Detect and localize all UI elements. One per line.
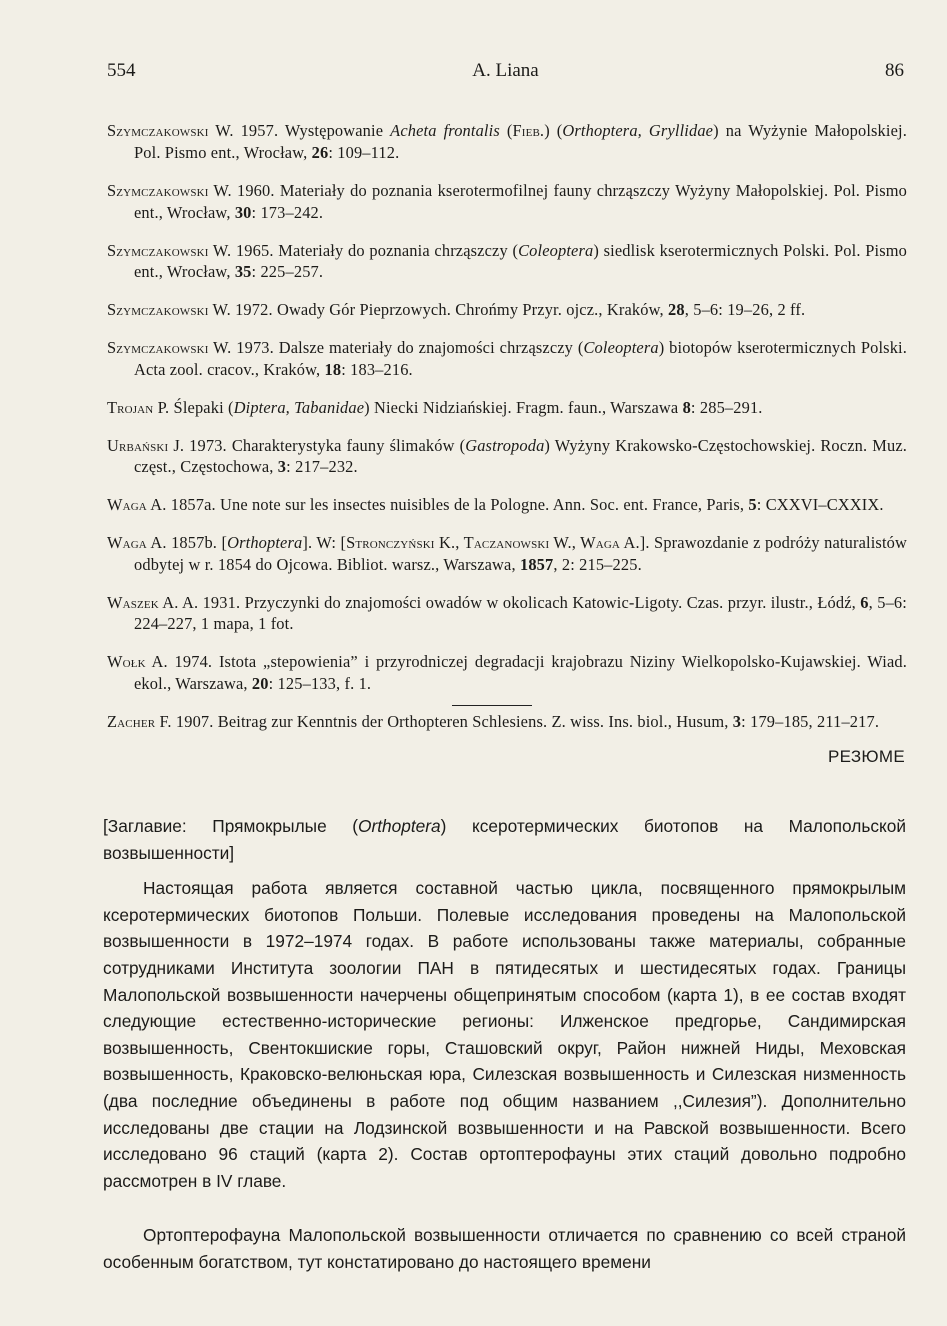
- reference-item: Urbański J. 1973. Charakterystyka fauny ślimaków (Gastropoda) Wyżyny Krakowsko-Częstochowskiej. Roczn. Muz. częst., Częstochowa, 3: 217–232.: [107, 435, 907, 477]
- resume-paragraph-1: Настоящая работа является составной частью цикла, посвященного прямокрылым ксеротермических биотопов Польши. Полевые исследования проведены на Малопольской возвышенности в 1972–1974 годах. В работе использованы также материалы, собранные сотрудниками Института зоологии ПАН в пятидесятых и шестидесятых годах. Границы Малопольской возвышенности начерчены общепринятым способом (карта 1), в ее состав входят следующие естественно-исторические регионы: Илженское предгорье, Сандимирская возвышенность, Свентокшиские горы, Сташовский округ, Район нижней Ниды, Меховская возвышенность, Краковско-велюньская юра, Силезская возвышенность и Силезская низменность (два последние объединены в работе под общим названием ,,Силезия”). Дополнительно исследованы две стации на Лодзинской возвышенности и на Равской возвышенности. Всего исследовано 96 стаций (карта 2). Состав ортоптерофауны этих стаций довольно подробно рассмотрен в IV главе.: [103, 878, 906, 1191]
- reference-item: Wołk A. 1974. Istota „stepowienia” i przyrodniczej degradacji krajobrazu Niziny Wielkopolsko-Kujawskiej. Wiad. ekol., Warszawa, 20: 125–133, f. 1.: [107, 652, 907, 693]
- running-header: [107, 60, 904, 90]
- reference-item: Waga A. 1857b. [Orthoptera]. W: [Stronczyński K., Taczanowski W., Waga A.]. Sprawozdanie z podróży naturalistów odbytej w r. 1854 do Ojcowa. Bibliot. warsz., Warszawa, 1857, 2: 215–225.: [107, 533, 907, 574]
- reference-item: Waszek A. A. 1931. Przyczynki do znajomości owadów w okolicach Katowic-Ligoty. Czas. przyr. ilustr., Łódź, 6, 5–6: 224–227, 1 mapa, 1 fot.: [107, 592, 907, 634]
- reference-item: Szymczakowski W. 1965. Materiały do poznania chrząszczy (Coleoptera) siedlisk kserotermicznych Polski. Pol. Pismo ent., Wrocław, 35: 225–257.: [107, 240, 907, 282]
- reference-item: Szymczakowski W. 1960. Materiały do poznania kserotermofilnej fauny chrząszczy Wyżyny Małopolskiej. Pol. Pismo ent., Wrocław, 30: 173–242.: [107, 180, 907, 222]
- resume-heading: РЕЗЮМЕ: [827, 747, 905, 766]
- running-author: A. Liana: [472, 60, 539, 81]
- reference-item: Waga A. 1857a. Une note sur les insectes nuisibles de la Pologne. Ann. Soc. ent. France, Paris, 5: CXXVI–CXXIX.: [107, 495, 884, 515]
- reference-item: Szymczakowski W. 1957. Występowanie Acheta frontalis (Fieb.) (Orthoptera, Gryllidae) na Wyżynie Małopolskiej. Pol. Pismo ent., Wrocław, 26: 109–112.: [107, 121, 907, 162]
- reference-item: Trojan P. Ślepaki (Diptera, Tabanidae) Niecki Nidziańskiej. Fragm. faun., Warszawa 8: 285–291.: [107, 397, 763, 417]
- reference-list: [107, 104, 907, 733]
- page-number: 554: [107, 60, 136, 81]
- reference-item: Szymczakowski W. 1972. Owady Gór Pieprzowych. Chrońmy Przyr. ojcz., Kraków, 28, 5–6: 19–26, 2 ff.: [107, 300, 806, 320]
- reference-item: Szymczakowski W. 1973. Dalsze materiały do znajomości chrząszczy (Coleoptera) biotopów kserotermicznych Polski. Acta zool. cracov., Kraków, 18: 183–216.: [107, 338, 908, 379]
- resume-paragraph-2: Ортоптерофауна Малопольской возвышенности отличается по сравнению со всей страной особенным богатством, тут констатировано до настоящего времени: [103, 1225, 906, 1272]
- resume-title: [Заглавие: Прямокрылые (Orthoptera) ксеротермических биотопов на Малопольской возвышенности]: [103, 816, 906, 863]
- section-divider: [452, 705, 532, 706]
- volume-number: 86: [885, 60, 904, 81]
- reference-item: Zacher F. 1907. Beitrag zur Kenntnis der Orthopteren Schlesiens. Z. wiss. Ins. biol., Husum, 3: 179–185, 211–217.: [107, 711, 880, 731]
